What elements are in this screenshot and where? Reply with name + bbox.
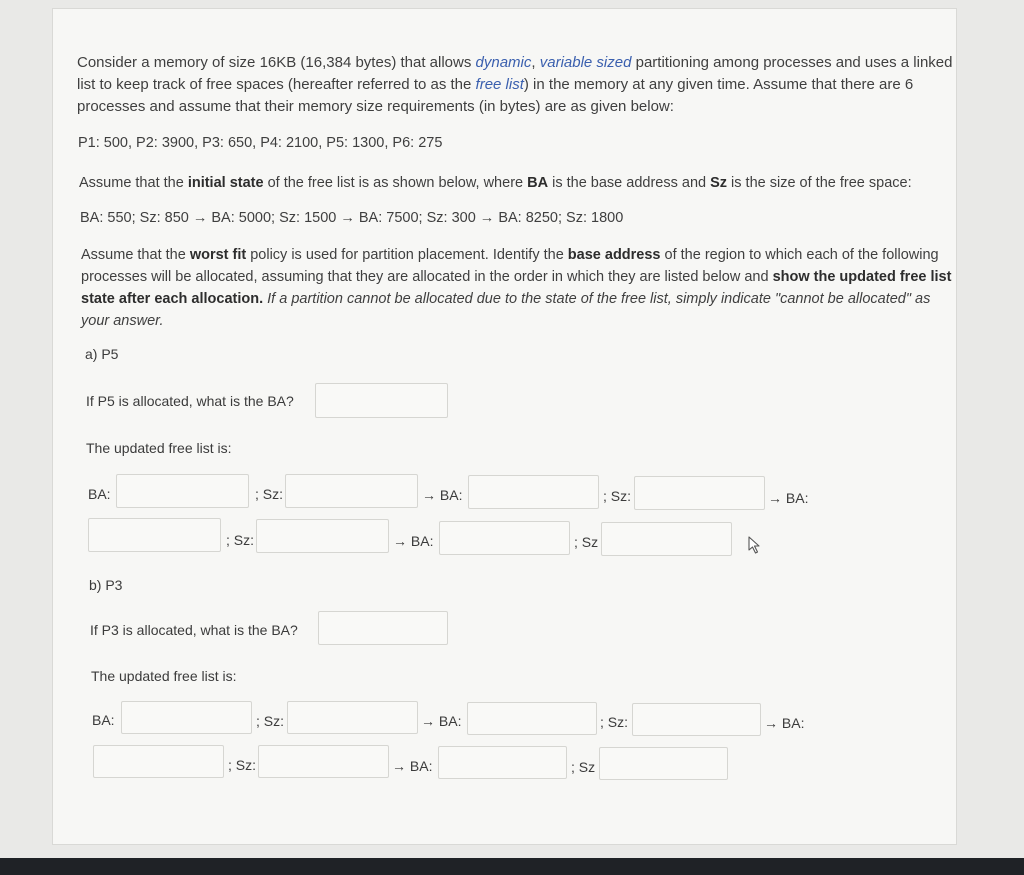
part-a-row2-sz-4-input[interactable] [601,522,732,556]
part-b-row1-ba-label: BA: [92,712,115,728]
part-b-updated-label: The updated free list is: [91,668,237,684]
part-b-row1-sz2-label: ; Sz: [600,714,629,730]
part-a-updated-label: The updated free list is: [86,440,232,456]
part-a-row2-sz-3-input[interactable] [256,519,389,553]
part-a-row1-sz-label: ; Sz: [255,486,284,502]
part-a-row1-sz-2-input[interactable] [634,476,765,510]
part-a-row1-ba-label: BA: [88,486,111,502]
part-b-row1-sz-label: ; Sz: [256,713,285,729]
part-a-row2-sz-label: ; Sz: [226,532,255,548]
part-a-row2-sz-short-label: ; Sz [574,534,599,550]
part-b-ba-input[interactable] [318,611,448,645]
part-b-row1-arrow-ba2-label: → BA: [764,715,805,731]
part-b-row2-sz-4-input[interactable] [599,747,728,780]
part-a-question: If P5 is allocated, what is the BA? [86,393,294,409]
part-b-row1-ba-1-input[interactable] [121,701,252,734]
part-b-row1-arrow-ba-label: → BA: [421,713,462,729]
part-a-row1-arrow-ba2-label: → BA: [768,490,809,506]
mouse-pointer-icon [748,536,762,554]
term-free-list: free list [475,76,524,93]
part-b-row2-ba-4-input[interactable] [438,746,567,779]
initial-state-paragraph: Assume that the initial state of the free list is as shown below, where BA is the base address and Sz is the size of the free space: [79,175,912,191]
part-a-label: a) P5 [85,346,119,362]
intro-paragraph: Consider a memory of size 16KB (16,384 bytes) that allows dynamic, variable sized partitioning among processes and uses a linked list to keep track of free spaces (hereafter referred to as the free list) in the memory at any given time. Assume that there are 6 processes and assume that their memory size requirements (in bytes) are as given below: [77,54,953,115]
part-b-row2-sz-3-input[interactable] [258,745,389,778]
part-b-row1-ba-2-input[interactable] [467,702,597,735]
part-b-row1-sz-1-input[interactable] [287,701,418,734]
part-a-row1-ba-2-input[interactable] [468,475,599,509]
part-b-row1-sz-2-input[interactable] [632,703,761,736]
part-b-row2-ba-3-input[interactable] [93,745,224,778]
part-b-row2-sz-short-label: ; Sz [571,759,596,775]
term-dynamic: dynamic [475,54,532,71]
process-sizes: P1: 500, P2: 3900, P3: 650, P4: 2100, P5: 1300, P6: 275 [78,135,443,151]
initial-free-list: BA: 550; Sz: 850 → BA: 5000; Sz: 1500 → BA: 7500; Sz: 300 → BA: 8250; Sz: 1800 [80,210,624,226]
part-a-row1-sz2-label: ; Sz: [603,488,632,504]
part-a-row1-ba-1-input[interactable] [116,474,249,508]
worst-fit-paragraph: Assume that the worst fit policy is used for partition placement. Identify the base address of the region to which each of the following processes will be allocated, assuming that they are allocated in the order in which they are listed below and show the updated free list state after each allocation. If a partition cannot be allocated due to the state of the free list, simply indicate "cannot be allocated" as your answer. [81,247,952,329]
term-variable-sized: variable sized [539,54,632,71]
part-b-row2-sz-label: ; Sz: [228,757,257,773]
part-a-row2-ba-3-input[interactable] [88,518,221,552]
part-a-ba-input[interactable] [315,383,448,418]
part-a-row1-arrow-ba-label: → BA: [422,487,463,503]
part-a-row1-sz-1-input[interactable] [285,474,418,508]
part-b-label: b) P3 [89,577,123,593]
part-b-row2-arrow-ba-label: → BA: [392,758,433,774]
part-a-row2-arrow-ba-label: → BA: [393,533,434,549]
part-a-row2-ba-4-input[interactable] [439,521,570,555]
part-b-question: If P3 is allocated, what is the BA? [90,622,298,638]
monitor-bezel [0,858,1024,875]
